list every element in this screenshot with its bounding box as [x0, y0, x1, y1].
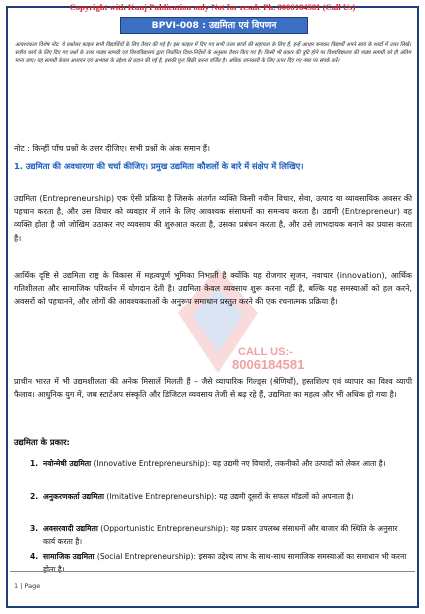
type-description: इसका उद्देश्य लाभ के साथ-साथ सामाजिक समस्याओं का समाधान भी करना होता है। [43, 552, 407, 574]
page-number: 1 [14, 582, 19, 590]
list-item [30, 457, 412, 470]
type-english: (Innovative Entrepreneurship): [93, 459, 211, 468]
instruction-note: नोट : किन्हीं पाँच प्रश्नों के उत्तर दीजिए। सभी प्रश्नों के अंक समान हैं। [14, 144, 211, 153]
page-footer [14, 582, 40, 590]
type-description: यह प्रकार उपलब्ध संसाधनों और बाजार की स्थिति के अनुसार कार्य करता है। [43, 524, 398, 546]
list-item [30, 490, 412, 503]
list-item [30, 550, 412, 576]
list-number: 3. [30, 524, 39, 533]
page-label: Page [24, 582, 41, 590]
type-name: अवसरवादी उद्यमिता [43, 524, 98, 533]
type-english: (Social Entrepreneurship): [96, 552, 197, 561]
type-english: (Imitative Entrepreneurship): [106, 492, 217, 501]
list-number: 1. [30, 459, 39, 468]
paragraph-2: आर्थिक दृष्टि से उद्यमिता राष्ट्र के विकास में महत्वपूर्ण भूमिका निभाती है क्योंकि यह रोजगार सृजन, नवाचार (innovation), आर्थिक गतिशीलता और सामाजिक परिवर्तन में योगदान देती है। उद्यमिता केवल व्यवसाय शुरू करना नहीं है, बल्कि यह समस्याओं को हल करने, अवसरों को पहचानने, और लोगों की आवश्यकताओं के अनुरूप समाधान प्रस्तुत करने की एक रचनात्मक प्रक्रिया है। [14, 271, 412, 307]
list-number: 4. [30, 552, 39, 561]
type-english: (Opportunistic Entrepreneurship): [100, 524, 229, 533]
paragraph-1: उद्यमिता (Entrepreneurship) एक ऐसी प्रक्रिया है जिसके अंतर्गत व्यक्ति किसी नवीन विचार, सेवा, उत्पाद या व्यावसायिक अवसर की पहचान करता है, और उस विचार को व्यवहार में लाने के लिए आवश्यक संसाधनों का समन्वय करता है। उद्यमी (Entrepreneur) वह व्यक्ति होता है जो जोखिम उठाकर नए व्यवसाय की शुरुआत करता है, उसका प्रबंधन करता है, और उसे लाभदायक बनाने का प्रयास करता है। [14, 194, 412, 243]
type-description: यह उद्यमी नए विचारों, तकनीकों और उत्पादों को लेकर आता है। [212, 459, 386, 468]
paragraph-3: प्राचीन भारत में भी उद्यमशीलता की अनेक मिसालें मिलती हैं – जैसे व्यापारिक गिल्ड्स (श्रेणियाँ), हस्तशिल्प एवं व्यापार का विश्व व्यापी फैलाव। आधुनिक युग में, जब स्टार्टअप संस्कृति और डिजिटल व्यवसाय तेजी से बढ़ रहे हैं, उद्यमिता का महत्व और भी अधिक हो गया है। [14, 377, 412, 400]
watermark-call-label: CALL US:- [238, 346, 293, 358]
list-number: 2. [30, 492, 39, 501]
footer-separator: | [20, 582, 25, 590]
footer-divider [10, 571, 415, 572]
watermark-phone: 8006184581 [232, 357, 305, 372]
copyright-notice: Copyright with Kunj Publication only Not for resale Ph. 8006184581 (Call Us) [69, 2, 356, 12]
type-description: यह उद्यमी दूसरों के सफल मॉडलों को अपनाता है। [219, 492, 354, 501]
type-name: नवोन्मेषी उद्यमिता [43, 459, 92, 468]
types-heading: उद्यमिता के प्रकार: [14, 437, 70, 447]
intro-paragraph: आवश्यकता विशेष नोट: ये प्रश्नोत्तर फ़ाइल सभी विद्यार्थियों के लिए तैयार की गई है। इस फ़ाइल में दिए गए सभी उत्तर छात्रों की सहायता के लिए हैं, इन्हें आधार बनाकर विद्यार्थी अपने स्वयं के शब्दों में उत्तर लिखें। सत्रीय कार्य के लिए दिए गए प्रश्नों के उत्तर पाठ्य सामग्री एवं विश्वविद्यालय द्वारा निर्धारित दिशा-निर्देशों के अनुसार तैयार किए गए हैं। किसी भी प्रकार की त्रुटि होने पर विश्वविद्यालय की पाठ्य सामग्री को ही अंतिम माना जाए। यह सामग्री केवल अध्ययन एवं अभ्यास के उद्देश्य से प्रदान की गई है, इसकी पुनः बिक्री करना वर्जित है। अधिक जानकारी के लिए ऊपर दिए गए नंबर पर संपर्क करें। [15, 42, 411, 65]
document-title: BPVI-008 : उद्यमिता एवं विपणन [120, 17, 308, 34]
type-name: सामाजिक उद्यमिता [43, 552, 95, 561]
question-heading: 1. उद्यमिता की अवधारणा की चर्चा कीजिए। प्रमुख उद्यमिता कौशलों के बारे में संक्षेप में लिखिए। [14, 161, 304, 171]
type-name: अनुकरणकर्ता उद्यमिता [43, 492, 104, 501]
list-item [30, 522, 412, 548]
